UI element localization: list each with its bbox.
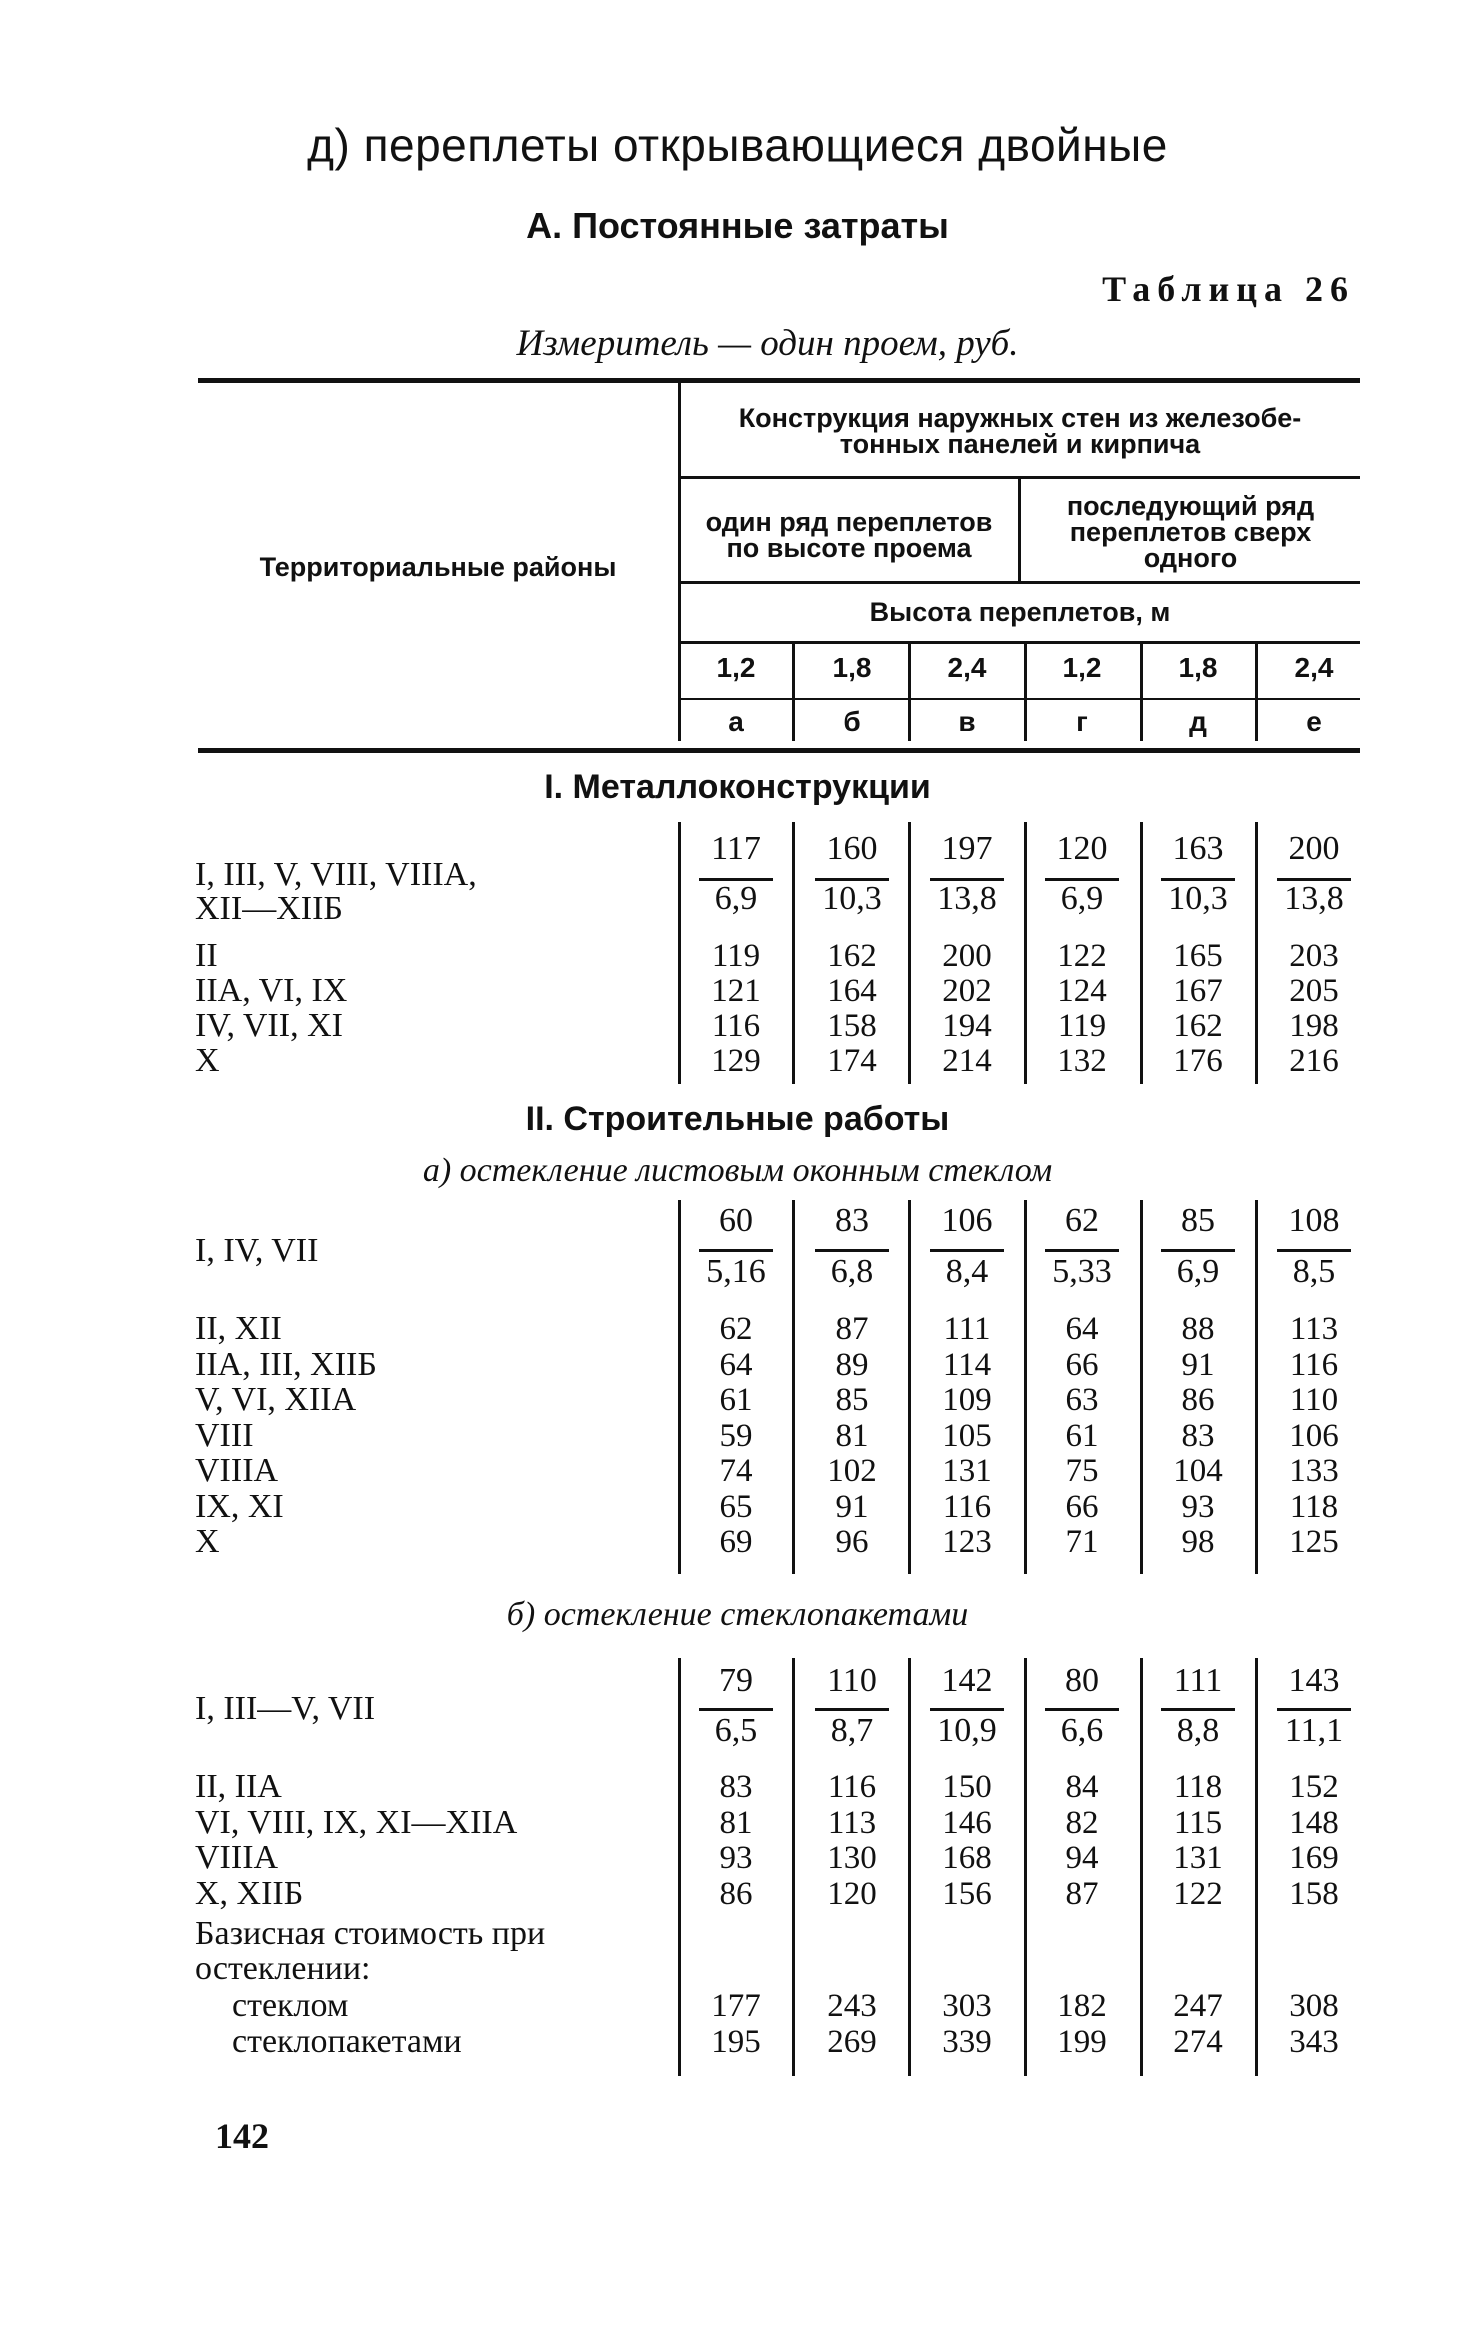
- one-row-header-line2: по высоте проема: [726, 533, 972, 563]
- column-letter: г: [1076, 706, 1088, 737]
- section-2b-denominator: 10,9: [937, 1712, 997, 1749]
- section-1-denominator: 10,3: [822, 880, 882, 917]
- section-2a-cell: 116: [1289, 1346, 1339, 1383]
- section-1-cell: 122: [1057, 938, 1107, 974]
- section-2a-cell: 61: [719, 1382, 753, 1418]
- section-2b-fraction-bar: [699, 1708, 773, 1711]
- body-column-rule: [792, 1200, 795, 1574]
- section-2a-cell: 74: [719, 1453, 753, 1489]
- next-row-header-line3: одного: [1143, 543, 1238, 573]
- section-2b-cell: 116: [827, 1769, 877, 1805]
- section-1-title: I. Металлоконструкции: [544, 768, 931, 806]
- one-row-header-line1: один ряд переплетов: [705, 507, 993, 537]
- section-1-row-label: IIA, VI, IX: [195, 972, 348, 1009]
- section-2a-cell: 131: [942, 1453, 992, 1489]
- section-1-cell: 205: [1289, 973, 1339, 1009]
- section-2b-numerator: 142: [941, 1662, 993, 1699]
- subsection-b-title: б) остекление стеклопакетами: [506, 1596, 969, 1633]
- section-2-title: II. Строительные работы: [525, 1100, 950, 1138]
- section-2a-cell: 62: [719, 1311, 753, 1347]
- section-1-cell: 176: [1173, 1043, 1223, 1079]
- section-2a-cell: 110: [1289, 1382, 1339, 1418]
- section-2a-row-label: VIII: [195, 1416, 254, 1454]
- section-2b-cell: 118: [1173, 1769, 1223, 1805]
- section-2a-denominator: 5,33: [1052, 1253, 1112, 1290]
- section-1-numerator: 160: [826, 830, 878, 867]
- body-column-rule: [908, 822, 911, 1084]
- header-rule-4: [680, 698, 1360, 700]
- section-1-cell: 200: [942, 938, 992, 974]
- section-2a-cell: 102: [827, 1453, 877, 1489]
- section-2b-denominator: 8,8: [1176, 1712, 1220, 1749]
- section-2a-numerator: 108: [1288, 1202, 1340, 1239]
- column-letter: б: [843, 706, 861, 737]
- section-2a-cell: 114: [942, 1346, 992, 1383]
- section-1-cell: 162: [1173, 1008, 1223, 1044]
- header-rule-2: [680, 581, 1360, 584]
- section-2b-cell: 87: [1065, 1875, 1099, 1912]
- section-2b-cell: 169: [1289, 1840, 1339, 1876]
- base-cost-cell: 243: [827, 1988, 877, 2024]
- section-1-denominator: 6,9: [1060, 880, 1104, 917]
- section-2b-row-label: II, IIA: [195, 1768, 282, 1805]
- section-2b-cell: 168: [942, 1840, 992, 1876]
- section-2a-cell: 83: [1181, 1417, 1215, 1454]
- section-1-cell: 174: [827, 1043, 877, 1079]
- section-2b-row-label: X, XIIБ: [195, 1874, 304, 1912]
- column-letter: а: [728, 706, 744, 737]
- header-column-rule: [908, 644, 911, 741]
- section-2a-cell: 65: [719, 1488, 753, 1525]
- section-2b-cell: 94: [1065, 1840, 1099, 1876]
- section-2a-numerator: 60: [719, 1202, 753, 1239]
- section-2a-cell: 85: [835, 1382, 869, 1418]
- section-2a-cell: 63: [1065, 1382, 1099, 1418]
- section-2b-fraction-bar: [1277, 1708, 1351, 1711]
- section-2b-denominator: 6,5: [714, 1712, 758, 1749]
- section-2a-cell: 75: [1065, 1453, 1099, 1489]
- section-2a-cell: 123: [942, 1524, 992, 1560]
- section-2a-cell: 64: [1065, 1311, 1099, 1347]
- section-2b-cell: 156: [942, 1875, 992, 1912]
- section-1-denominator: 13,8: [937, 880, 997, 917]
- base-cost-label-line1: Базисная стоимость при: [195, 1915, 546, 1952]
- section-2b-cell: 158: [1289, 1875, 1339, 1912]
- table-top-rule: [198, 378, 1360, 383]
- section-2a-cell: 118: [1289, 1488, 1339, 1525]
- section-2a-fraction-bar: [699, 1249, 773, 1252]
- section-1-numerator: 197: [941, 830, 993, 867]
- section-2a-denominator: 8,5: [1292, 1253, 1336, 1290]
- section-2a-cell: 88: [1181, 1311, 1215, 1347]
- section-2b-cell: 84: [1065, 1769, 1099, 1805]
- section-2a-cell: 105: [942, 1417, 992, 1454]
- page-number: 142: [215, 2116, 269, 2156]
- section-2a-cell: 71: [1065, 1524, 1099, 1560]
- table-number: Таблица 26: [1102, 269, 1355, 309]
- section-2a-row-label: IX, XI: [195, 1487, 284, 1525]
- section-2a-cell: 109: [942, 1382, 992, 1418]
- section-1-cell: 116: [711, 1008, 761, 1044]
- section-1-row-label: IV, VII, XI: [195, 1007, 343, 1044]
- section-2a-fraction-bar: [815, 1249, 889, 1252]
- section-1-cell: 132: [1057, 1043, 1107, 1079]
- section-1-denominator: 6,9: [714, 880, 758, 917]
- body-column-rule: [908, 1658, 911, 2076]
- section-1-numerator: 117: [711, 830, 761, 867]
- section-1-fraction-label-line1: I, III, V, VIII, VIIIA,: [195, 856, 477, 893]
- base-cost-cell: 269: [827, 2024, 877, 2060]
- section-1-row-label: X: [195, 1042, 220, 1079]
- page-title: д) переплеты открывающиеся двойные: [307, 119, 1168, 171]
- section-2a-numerator: 83: [835, 1202, 869, 1239]
- section-2b-cell: 113: [827, 1804, 877, 1841]
- section-2b-cell: 122: [1173, 1875, 1223, 1912]
- column-letter: в: [958, 706, 976, 737]
- section-2b-fraction-bar: [815, 1708, 889, 1711]
- section-2a-numerator: 62: [1065, 1202, 1099, 1239]
- section-2b-row-label: VI, VIII, IX, XI—XIIA: [195, 1803, 518, 1841]
- section-1-denominator: 13,8: [1284, 880, 1344, 917]
- section-2a-denominator: 8,4: [945, 1253, 989, 1290]
- next-row-header-line2: переплетов сверх: [1069, 517, 1312, 547]
- height-value: 2,4: [1294, 652, 1334, 683]
- section-2a-cell: 59: [719, 1417, 753, 1454]
- body-column-rule: [792, 1658, 795, 2076]
- section-1-cell: 158: [827, 1008, 877, 1044]
- column-letter: е: [1306, 706, 1322, 737]
- section-2a-cell: 89: [835, 1346, 869, 1383]
- header-rule-3: [680, 641, 1360, 644]
- section-2a-cell: 66: [1065, 1346, 1099, 1383]
- base-cost-cell: 308: [1289, 1988, 1339, 2024]
- section-2a-row-label: X: [195, 1523, 220, 1560]
- body-column-rule: [1255, 1658, 1258, 2076]
- section-2b-cell: 120: [827, 1875, 877, 1912]
- section-2b-cell: 131: [1173, 1840, 1223, 1876]
- section-1-cell: 198: [1289, 1008, 1339, 1044]
- section-2b-fraction-bar: [930, 1708, 1004, 1711]
- section-2b-cell: 146: [942, 1804, 992, 1841]
- section-2b-cell: 130: [827, 1840, 877, 1876]
- base-cost-cell: 247: [1173, 1988, 1223, 2024]
- base-cost-label-line2: остеклении:: [195, 1950, 371, 1987]
- section-1-numerator: 120: [1056, 830, 1108, 867]
- section-2b-cell: 81: [719, 1804, 753, 1841]
- base-cost-cell: 195: [711, 2024, 761, 2060]
- section-1-numerator: 200: [1288, 830, 1340, 867]
- section-2a-cell: 96: [835, 1524, 869, 1560]
- section-2a-fraction-bar: [1045, 1249, 1119, 1252]
- construction-header-line2: тонных панелей и кирпича: [839, 429, 1201, 459]
- section-1-cell: 164: [827, 973, 877, 1009]
- section-2a-cell: 98: [1181, 1524, 1215, 1560]
- section-1-cell: 119: [711, 938, 761, 974]
- section-2b-fraction-label: I, III—V, VII: [195, 1690, 376, 1727]
- section-1-cell: 119: [1057, 1008, 1107, 1044]
- section-2b-cell: 93: [719, 1840, 753, 1876]
- section-2a-cell: 106: [1289, 1417, 1339, 1454]
- section-2a-cell: 93: [1181, 1488, 1215, 1525]
- section-1-denominator: 10,3: [1168, 880, 1228, 917]
- height-value: 1,2: [716, 652, 756, 683]
- section-2a-denominator: 6,8: [830, 1253, 874, 1290]
- section-2a-cell: 66: [1065, 1488, 1099, 1525]
- section-2b-row-label: VIIIA: [195, 1839, 279, 1876]
- body-column-rule: [908, 1200, 911, 1574]
- section-1-cell: 202: [942, 973, 992, 1009]
- section-2b-fraction-bar: [1161, 1708, 1235, 1711]
- section-1-numerator: 163: [1172, 830, 1224, 867]
- section-2b-numerator: 110: [827, 1662, 877, 1699]
- table-header-bottom-rule: [198, 748, 1360, 753]
- section-2a-fraction-bar: [930, 1249, 1004, 1252]
- base-cost-cell: 182: [1057, 1988, 1107, 2024]
- section-2a-row-label: II, XII: [195, 1310, 282, 1347]
- column-letter: д: [1189, 706, 1207, 737]
- height-header: Высота переплетов, м: [869, 597, 1171, 627]
- section-2b-cell: 152: [1289, 1769, 1339, 1805]
- header-column-rule: [792, 644, 795, 741]
- section-2b-denominator: 8,7: [830, 1712, 874, 1749]
- base-cost-cell: 343: [1289, 2024, 1339, 2060]
- section-1-row-label: II: [195, 937, 218, 974]
- section-2b-numerator: 143: [1288, 1662, 1340, 1699]
- section-2a-cell: 133: [1289, 1453, 1339, 1489]
- header-column-rule: [1140, 644, 1143, 741]
- section-1-cell: 165: [1173, 938, 1223, 974]
- section-1-cell: 216: [1289, 1043, 1339, 1079]
- section-1-cell: 214: [942, 1043, 992, 1079]
- construction-header-line1: Конструкция наружных стен из железобе-: [738, 403, 1302, 433]
- base-cost-cell: 274: [1173, 2024, 1223, 2060]
- section-2b-fraction-bar: [1045, 1708, 1119, 1711]
- section-2b-numerator: 111: [1173, 1662, 1223, 1699]
- base-cost-cell: 339: [942, 2024, 992, 2060]
- section-2a-fraction-bar: [1161, 1249, 1235, 1252]
- section-2a-cell: 113: [1289, 1311, 1339, 1347]
- base-cost-row-label: стеклопакетами: [232, 2023, 462, 2060]
- section-2a-cell: 61: [1065, 1417, 1099, 1454]
- base-cost-cell: 303: [942, 1988, 992, 2024]
- section-2b-cell: 148: [1289, 1804, 1339, 1841]
- subsection-a-title: а) остекление листовым оконным стеклом: [422, 1152, 1053, 1189]
- section-2a-cell: 69: [719, 1524, 753, 1560]
- section-2a-cell: 125: [1289, 1524, 1339, 1560]
- base-cost-row-label: стеклом: [232, 1987, 349, 2024]
- section-2a-row-label: IIA, III, XIIБ: [195, 1345, 377, 1383]
- height-value: 1,2: [1062, 652, 1102, 683]
- regions-header: Территориальные районы: [259, 552, 617, 582]
- section-1-cell: 124: [1057, 973, 1107, 1009]
- height-value: 1,8: [832, 652, 872, 683]
- section-2a-denominator: 5,16: [706, 1253, 766, 1290]
- section-2b-cell: 150: [942, 1769, 992, 1805]
- section-1-cell: 203: [1289, 938, 1339, 974]
- section-subtitle: А. Постоянные затраты: [526, 205, 949, 246]
- section-2a-numerator: 85: [1181, 1202, 1215, 1239]
- section-2a-row-label: V, VI, XIIA: [195, 1381, 357, 1418]
- section-2b-numerator: 80: [1065, 1662, 1099, 1699]
- section-2a-cell: 91: [1181, 1346, 1215, 1383]
- section-2a-cell: 87: [835, 1311, 869, 1347]
- section-1-cell: 162: [827, 938, 877, 974]
- section-2b-cell: 115: [1173, 1804, 1223, 1841]
- height-value: 2,4: [947, 652, 987, 683]
- section-2b-cell: 83: [719, 1769, 753, 1805]
- section-2b-numerator: 79: [719, 1662, 753, 1699]
- header-column-rule: [1255, 644, 1258, 741]
- section-2a-cell: 64: [719, 1346, 753, 1383]
- measure-unit: Измеритель — один проем, руб.: [516, 323, 1019, 364]
- section-2a-cell: 104: [1173, 1453, 1223, 1489]
- section-2a-fraction-bar: [1277, 1249, 1351, 1252]
- section-2a-row-label: VIIIA: [195, 1452, 279, 1489]
- section-1-cell: 167: [1173, 973, 1223, 1009]
- section-2b-cell: 86: [719, 1875, 753, 1912]
- section-2a-numerator: 106: [941, 1202, 993, 1239]
- section-2a-cell: 111: [943, 1311, 991, 1347]
- body-column-rule: [792, 822, 795, 1084]
- section-2a-cell: 116: [942, 1488, 992, 1525]
- section-2b-denominator: 11,1: [1284, 1712, 1344, 1749]
- section-1-cell: 129: [711, 1043, 761, 1079]
- section-2a-cell: 91: [835, 1488, 869, 1525]
- base-cost-cell: 199: [1057, 2024, 1107, 2060]
- header-column-rule: [1024, 644, 1027, 741]
- base-cost-cell: 177: [711, 1988, 761, 2024]
- body-column-rule: [1255, 822, 1258, 1084]
- section-1-cell: 121: [711, 973, 761, 1009]
- section-2a-fraction-label: I, IV, VII: [195, 1232, 319, 1269]
- section-1-cell: 194: [942, 1008, 992, 1044]
- section-1-fraction-label-line2: XII—XIIБ: [195, 890, 343, 927]
- height-value: 1,8: [1178, 652, 1218, 683]
- body-column-rule: [1255, 1200, 1258, 1574]
- section-2a-denominator: 6,9: [1176, 1253, 1220, 1290]
- section-2b-denominator: 6,6: [1060, 1712, 1104, 1749]
- section-2a-cell: 86: [1181, 1382, 1215, 1418]
- next-row-header-line1: последующий ряд: [1066, 491, 1315, 521]
- section-2b-cell: 82: [1065, 1804, 1099, 1841]
- section-2a-cell: 81: [835, 1417, 869, 1454]
